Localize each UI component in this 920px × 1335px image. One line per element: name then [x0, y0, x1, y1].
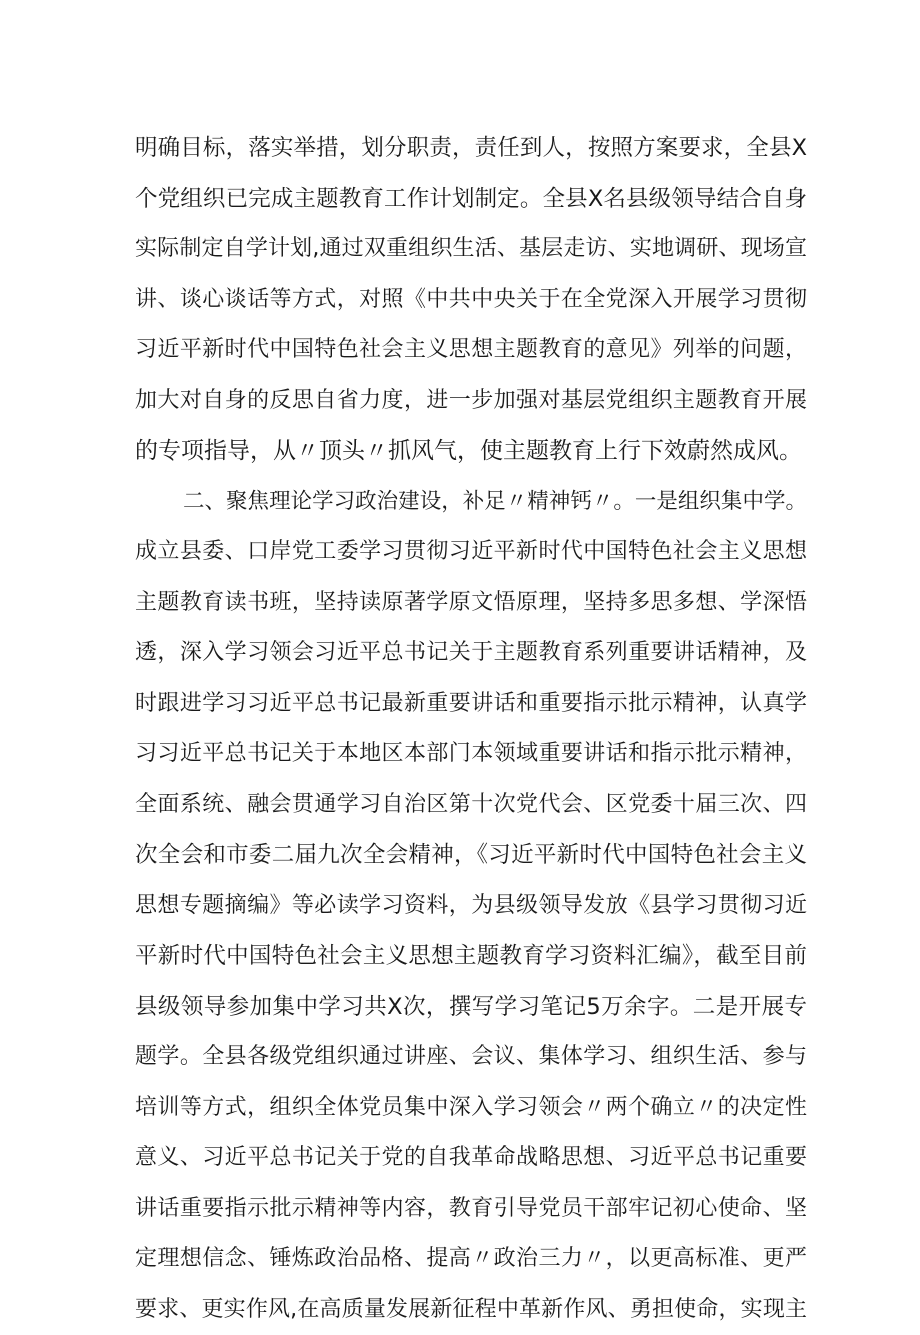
text-line: 思想专题摘编》等必读学习资料，为县级领导发放《县学习贯彻习近 — [135, 881, 807, 932]
text-line: 讲、谈心谈话等方式，对照《中共中央关于在全党深入开展学习贯彻 — [135, 275, 807, 326]
body-text — [135, 123, 807, 1335]
text-line: 加大对自身的反思自省力度，进一步加强对基层党组织主题教育开展 — [135, 376, 807, 427]
text-line: 个党组织已完成主题教育工作计划制定。全县X名县级领导结合自身 — [135, 174, 807, 225]
text-line: 次全会和市委二届九次全会精神，《习近平新时代中国特色社会主义 — [135, 830, 807, 881]
text-line: 题学。全县各级党组织通过讲座、会议、集体学习、组织生活、参与 — [135, 1032, 807, 1083]
text-line: 习习近平总书记关于本地区本部门本领域重要讲话和指示批示精神， — [135, 729, 807, 780]
text-line: 讲话重要指示批示精神等内容，教育引导党员干部牢记初心使命、坚 — [135, 1184, 807, 1235]
text-line: 意义、习近平总书记关于党的自我革命战略思想、习近平总书记重要 — [135, 1133, 807, 1184]
text-line: 主题教育读书班，坚持读原著学原文悟原理，坚持多思多想、学深悟 — [135, 578, 807, 629]
text-line: 全面系统、融会贯通学习自治区第十次党代会、区党委十届三次、四 — [135, 780, 807, 831]
text-line: 定理想信念、锤炼政治品格、提高〃政治三力〃，以更高标准、更严 — [135, 1234, 807, 1285]
paragraph-heading-line: 二、聚焦理论学习政治建设，补足〃精神钙〃。一是组织集中学。 — [135, 477, 807, 528]
text-line: 要求、更实作风,在高质量发展新征程中革新作风、勇担使命，实现主 — [135, 1285, 807, 1335]
text-line: 实际制定自学计划,通过双重组织生活、基层走访、实地调研、现场宣 — [135, 224, 807, 275]
text-line: 成立县委、口岸党工委学习贯彻习近平新时代中国特色社会主义思想 — [135, 527, 807, 578]
text-line: 平新时代中国特色社会主义思想主题教育学习资料汇编》，截至目前 — [135, 931, 807, 982]
text-line: 透，深入学习领会习近平总书记关于主题教育系列重要讲话精神，及 — [135, 628, 807, 679]
text-line: 的专项指导，从〃顶头〃抓风气，使主题教育上行下效蔚然成风。 — [135, 426, 807, 477]
text-line: 培训等方式，组织全体党员集中深入学习领会〃两个确立〃的决定性 — [135, 1083, 807, 1134]
text-line: 县级领导参加集中学习共X次，撰写学习笔记5万余字。二是开展专 — [135, 982, 807, 1033]
text-line: 时跟进学习习近平总书记最新重要讲话和重要指示批示精神，认真学 — [135, 679, 807, 730]
text-line: 习近平新时代中国特色社会主义思想主题教育的意见》列举的问题， — [135, 325, 807, 376]
text-line: 明确目标，落实举措，划分职责，责任到人，按照方案要求，全县X — [135, 123, 807, 174]
